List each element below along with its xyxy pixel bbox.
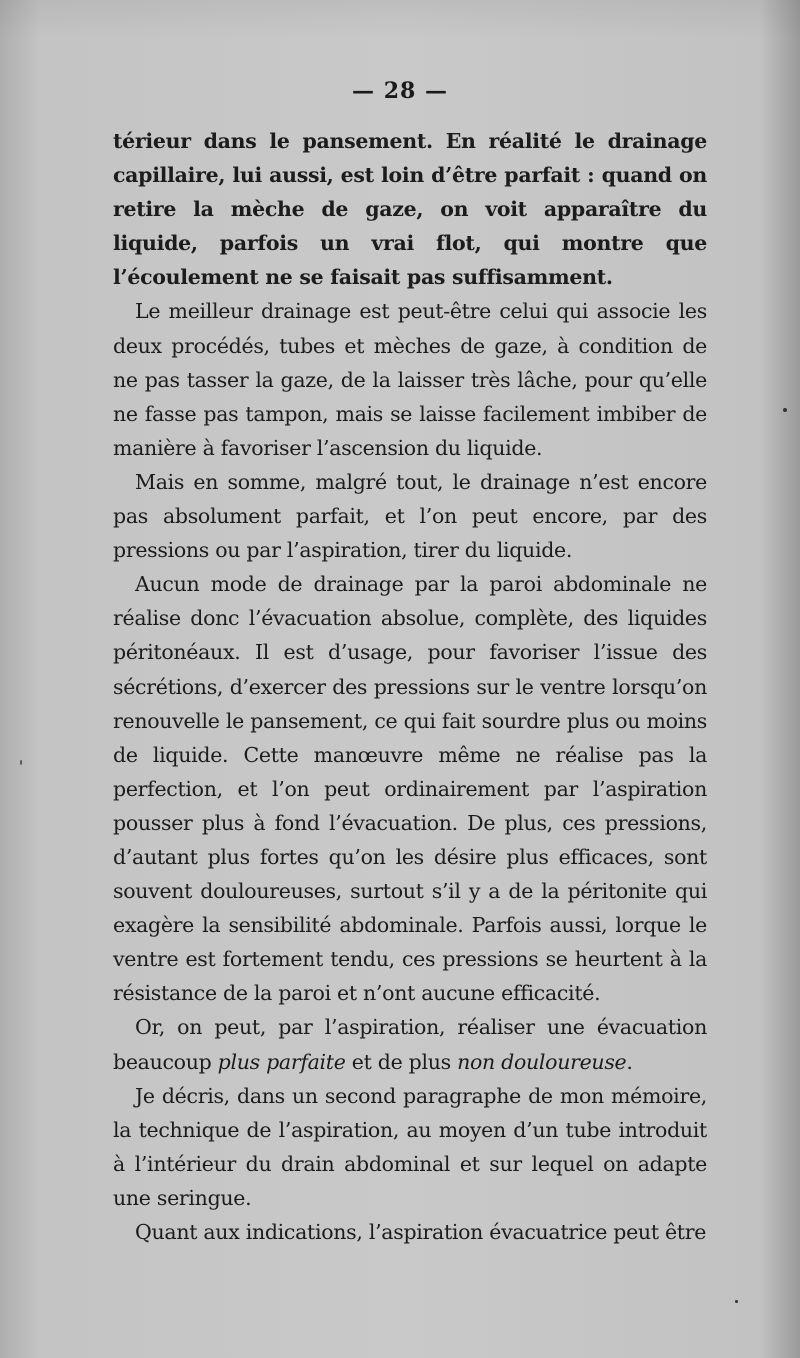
- paragraph: [113, 465, 707, 567]
- ink-speck: [20, 760, 22, 765]
- ink-speck: [783, 408, 787, 412]
- paragraph-text: .: [626, 1049, 633, 1074]
- page-shadow: [0, 0, 800, 40]
- paragraph-text: Aucun mode de drainage par la paroi abdominale ne réalise donc l’évacuation absolue, complète, des liquides péritonéaux. Il est d’usage, pour favoriser l’issue des sécrétions, d’exercer des pressions sur le ventre lorsqu’on renouvelle le pansement, ce qui fait sourdre plus ou moins de liquide. Cette manœuvre même ne réalise pas la perfection, et l’on peut ordinairement par l’aspiration pousser plus à fond l’évacuation. De plus, ces pressions, d’autant plus fortes qu’on les désire plus efficaces, sont souvent douloureuses, surtout s’il y a de la péritonite qui exagère la sensibilité abdominale. Parfois aussi, lorque le ventre est fortement tendu, ces pressions se heurtent à la résistance de la paroi et n’ont aucune efficacité.: [113, 572, 707, 1006]
- paragraph-text: Je décris, dans un second paragraphe de mon mémoire, la technique de l’aspiration, au moyen d’un tube introduit à l’intérieur du drain abdominal et sur lequel on adapte une seringue.: [113, 1083, 707, 1210]
- paragraph: [113, 294, 707, 464]
- paragraph-text: Or, on peut, par l’aspiration, réaliser une évacuation beaucoup: [113, 1015, 707, 1074]
- ink-speck: [735, 1300, 738, 1303]
- emphasis-text: plus parfaite: [217, 1049, 346, 1074]
- paragraph: [113, 1010, 707, 1078]
- paragraph: [113, 567, 707, 1010]
- paragraph-text: et de plus: [345, 1049, 458, 1074]
- paragraph-text: Le meilleur drainage est peut-être celui qui associe les deux procédés, tubes et mèches de gaze, à condition de ne pas tasser la gaze, de la laisser très lâche, pour qu’elle ne fasse pas tampon, mais se laisse facilement imbiber de manière à favoriser l’ascension du liquide.: [113, 299, 707, 460]
- paragraph-text: Quant aux indications, l’aspiration évacuatrice peut être: [135, 1220, 707, 1244]
- paragraph: [113, 124, 707, 294]
- paragraph-text: Mais en somme, malgré tout, le drainage n’est encore pas absolument parfait, et l’on peut encore, par des pressions ou par l’aspiration, tirer du liquide.: [113, 469, 707, 563]
- paragraph-text: térieur dans le pansement. En réalité le drainage capillaire, lui aussi, est loin d’être parfait : quand on retire la mèche de gaze, on voit apparaître du liquide, parfois un vrai flot, qui montre que l’écoulement ne se faisait pas suffisamment.: [113, 129, 707, 290]
- page-number: — 28 —: [352, 78, 448, 104]
- emphasis-text: non douloureuse: [457, 1049, 627, 1074]
- body-text: [113, 124, 707, 1249]
- paragraph: [113, 1079, 707, 1215]
- paragraph: [113, 1215, 707, 1249]
